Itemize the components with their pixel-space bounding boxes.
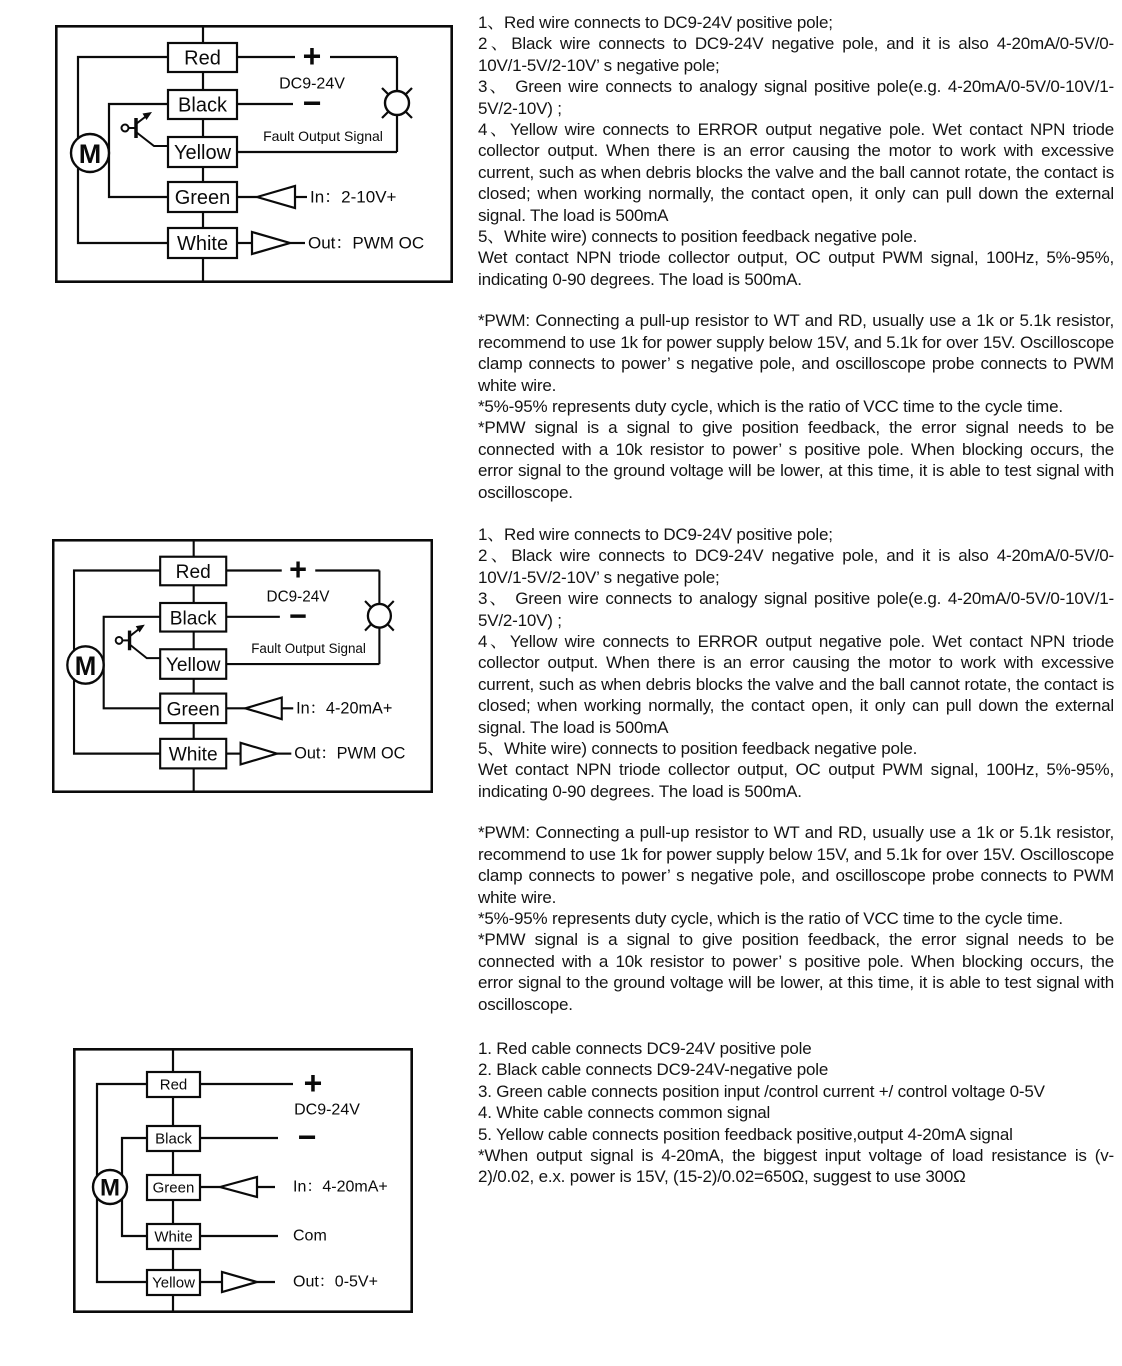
fault-output-label: Fault Output Signal — [251, 640, 366, 656]
wire-label-black: Black — [169, 607, 217, 630]
note-item: 1、Red wire connects to DC9-24V positive pole; — [478, 525, 833, 544]
minus-symbol: − — [302, 85, 322, 121]
wire-box-white — [147, 1224, 200, 1249]
pwm-note-item: *PMW signal is a signal to give position feedback, the error signal needs to be connected with a 10k resistor to power’ s positive pole. When blocking occurs, the error signal to the ground voltage will be lower, at this time, it is able to test signal with oscilloscope. — [478, 930, 1114, 1014]
power-label: DC9-24V — [279, 75, 345, 93]
pwm-notes-1 — [478, 310, 1114, 503]
wire-box-yellow — [160, 649, 226, 679]
input-signal-label: In：2-10V+ — [310, 187, 397, 207]
notes-block-1 — [478, 12, 1114, 503]
pwm-note-item: *PWM: Connecting a pull-up resistor to WT and RD, usually use a 1k or 5.1k resistor, recommend to use 1k for power supply below 15V, and 5.1k for over 15V. Oscilloscope clamp connects to power’ s negative pole, and oscilloscope probe connects to PWM white wire. — [478, 823, 1114, 907]
minus-symbol: − — [297, 1119, 317, 1155]
wire-label-yellow: Yellow — [165, 653, 221, 677]
note-item: 1、Red wire connects to DC9-24V positive pole; — [478, 13, 833, 32]
wire-box-black — [147, 1126, 200, 1151]
wire-label-black: Black — [178, 94, 227, 117]
motor-symbol — [67, 646, 103, 683]
note-item: 2、Black wire connects to DC9-24V negative pole, and it is also 4-20mA/0-5V/0-10V/1-5V/2-10V’ s negative pole; — [478, 34, 1114, 75]
output-arrow-icon — [200, 1272, 275, 1292]
pwm-note-item: *PWM: Connecting a pull-up resistor to WT and RD, usually use a 1k or 5.1k resistor, recommend to use 1k for power supply below 15V, and 5.1k for over 15V. Oscilloscope clamp connects to power’ s negative pole, and oscilloscope probe connects to PWM white wire. — [478, 311, 1114, 395]
wire-box-red — [160, 557, 226, 586]
plus-symbol: + — [303, 1065, 323, 1101]
wire-label-white: White — [154, 1228, 193, 1246]
motor-label: M — [78, 139, 102, 169]
wire-label-red: Red — [175, 560, 211, 584]
fault-indicator-lamp-icon — [365, 601, 394, 631]
motor-label: M — [74, 650, 97, 682]
pwm-notes-2 — [478, 822, 1114, 1015]
wire-box-red — [168, 43, 237, 72]
note-item: Wet contact NPN triode collector output, OC output PWM signal, 100Hz, 5%-95%, indicating 0-90 degrees. The load is 500mA. — [478, 760, 1114, 801]
note-item: Wet contact NPN triode collector output, OC output PWM signal, 100Hz, 5%-95%, indicating 0-90 degrees. The load is 500mA. — [478, 248, 1114, 289]
wire-box-green — [160, 694, 226, 724]
wire-label-black: Black — [155, 1130, 192, 1148]
input-arrow-icon — [226, 698, 293, 720]
wire-box-red — [147, 1072, 200, 1097]
output-signal-label: Out：PWM OC — [294, 744, 406, 763]
wire-label-green: Green — [166, 698, 220, 721]
wire-label-white: White — [176, 233, 229, 255]
motor-label: M — [100, 1174, 120, 1202]
fault-output-label: Fault Output Signal — [263, 128, 383, 144]
wire-label-red: Red — [184, 47, 221, 70]
wire-label-red: Red — [159, 1076, 188, 1094]
wire-label-white: White — [168, 743, 218, 766]
output-signal-label: Out：0-5V+ — [293, 1273, 378, 1291]
wire-label-green: Green — [152, 1179, 195, 1197]
input-arrow-icon — [237, 186, 307, 208]
pwm-note-item: *PMW signal is a signal to give position feedback, the error signal needs to be connected with a 10k resistor to power’ s positive pole. When blocking occurs, the error signal to the ground voltage will be lower, at this time, it is able to test signal with oscilloscope. — [478, 418, 1114, 502]
common-signal-label: Com — [293, 1227, 327, 1245]
note-item: 3、 Green wire connects to analogy signal positive pole(e.g. 4-20mA/0-5V/0-10V/1-5V/2-10V) ; — [478, 77, 1114, 118]
note-item: 3、 Green wire connects to analogy signal positive pole(e.g. 4-20mA/0-5V/0-10V/1-5V/2-10V) ; — [478, 589, 1114, 630]
wiring-diagram-pwm-4-20ma — [52, 539, 433, 793]
note-item: 1. Red cable connects DC9-24V positive pole — [478, 1039, 812, 1058]
wire-label-yellow: Yellow — [152, 1274, 195, 1292]
npn-transistor-icon — [122, 112, 169, 146]
wire-black-green-loop — [109, 104, 168, 197]
wire-box-yellow — [147, 1270, 200, 1295]
power-label: DC9-24V — [266, 588, 330, 606]
wire-box-yellow — [168, 137, 237, 167]
motor-symbol — [71, 134, 109, 172]
output-arrow-icon — [237, 232, 305, 254]
wire-box-black — [160, 603, 226, 632]
notes-block-2 — [478, 524, 1114, 1015]
output-signal-label: Out：PWM OC — [308, 233, 425, 253]
wire-label-green: Green — [174, 187, 231, 209]
plus-symbol: + — [289, 551, 307, 588]
pwm-note-item: *5%-95% represents duty cycle, which is the ratio of VCC time to the cycle time. — [478, 396, 1063, 416]
fault-indicator-lamp-icon — [382, 88, 412, 118]
note-item: 2. Black cable connects DC9-24V-negative pole — [478, 1060, 829, 1080]
wire-box-white — [160, 739, 226, 769]
npn-transistor-icon — [116, 625, 161, 658]
note-item: 3. Green cable connects position input /control current +/ control voltage 0-5V — [478, 1081, 1045, 1101]
plus-symbol: + — [302, 38, 322, 74]
wire-box-green — [168, 182, 237, 212]
input-arrow-icon — [200, 1177, 275, 1197]
input-signal-label: In：4-20mA+ — [293, 1178, 388, 1196]
note-item: 5、White wire) connects to position feedback negative pole. — [478, 739, 918, 759]
note-item: 5. Yellow cable connects position feedback positive,output 4-20mA signal — [478, 1124, 1013, 1144]
output-arrow-icon — [226, 743, 291, 765]
wire-label-yellow: Yellow — [173, 142, 232, 164]
note-item: 4、Yellow wire connects to ERROR output negative pole. Wet contact NPN triode collector output. When there is an error causing the motor to work with excessive current, such as when debris blocks the valve and the ball cannot rotate, the contact is closed; when working normally, the contact open, it only can pull down the external signal. The load is 500mA — [478, 632, 1114, 737]
wire-black-green-loop — [104, 617, 160, 709]
motor-symbol — [93, 1170, 127, 1204]
wiring-diagram-pwm-2-10v — [55, 25, 453, 283]
note-item: *When output signal is 4-20mA, the biggest input voltage of load resistance is (v-2)/0.02, e.x. power is 15V, (15-2)/0.02=650Ω, suggest to use 300Ω — [478, 1146, 1114, 1187]
wiring-diagram-analog-0-5v — [73, 1048, 413, 1313]
input-signal-label: In：4-20mA+ — [296, 699, 393, 718]
wire-box-green — [147, 1175, 200, 1200]
note-item: 2、Black wire connects to DC9-24V negative pole, and it is also 4-20mA/0-5V/0-10V/1-5V/2-10V’ s negative pole; — [478, 546, 1114, 587]
pwm-note-item: *5%-95% represents duty cycle, which is the ratio of VCC time to the cycle time. — [478, 908, 1063, 928]
wire-box-white — [168, 228, 237, 258]
note-item: 4、Yellow wire connects to ERROR output negative pole. Wet contact NPN triode collector output. When there is an error causing the motor to work with excessive current, such as when debris blocks the valve and the ball cannot rotate, the contact is closed; when working normally, the contact open, it only can pull down the external signal. The load is 500mA — [478, 120, 1114, 225]
minus-symbol: − — [289, 598, 307, 634]
wire-box-black — [168, 90, 237, 119]
notes-block-3 — [478, 1038, 1114, 1188]
note-item: 5、White wire) connects to position feedback negative pole. — [478, 227, 918, 247]
note-item: 4. White cable connects common signal — [478, 1103, 771, 1123]
power-label: DC9-24V — [294, 1101, 360, 1119]
